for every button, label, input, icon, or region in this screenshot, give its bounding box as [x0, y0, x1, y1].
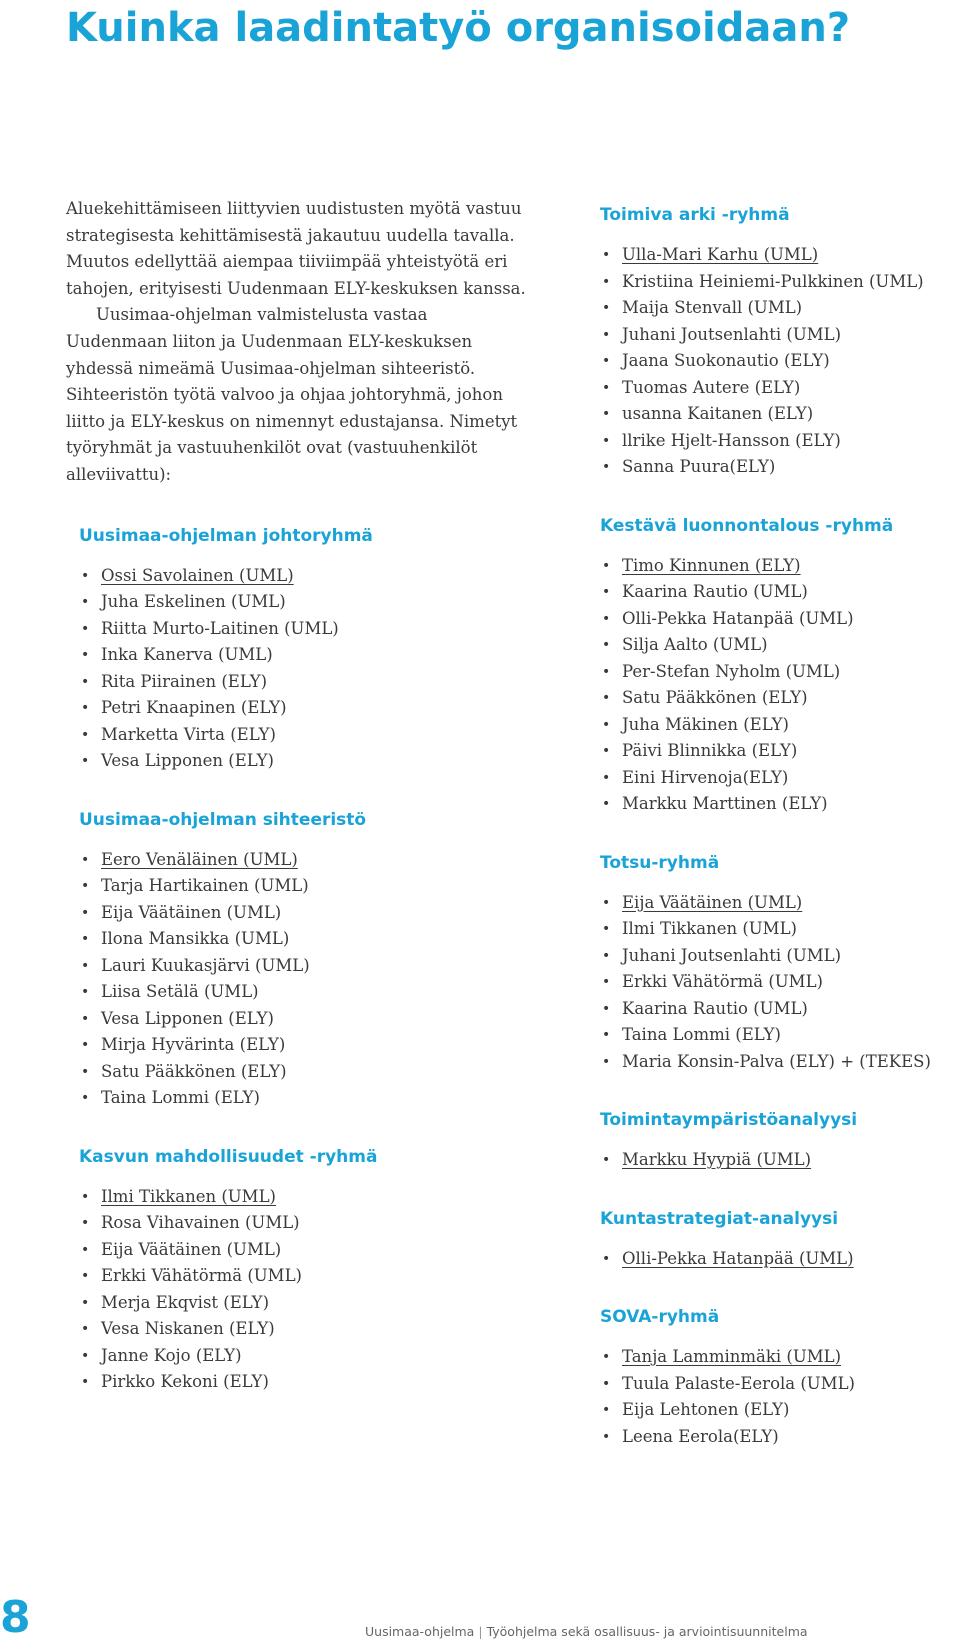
member-name: Leena Eerola(ELY)	[622, 1426, 779, 1446]
member-name: Juha Eskelinen (UML)	[101, 592, 286, 612]
member-item	[79, 616, 526, 643]
member-name: Juhani Joutsenlahti (UML)	[622, 945, 842, 965]
right-column	[600, 202, 960, 1450]
member-item-responsible	[79, 1184, 526, 1211]
member-name: Janne Kojo (ELY)	[101, 1345, 242, 1365]
member-item	[600, 322, 960, 349]
group-heading: Toimintaympäristöanalyysi	[600, 1110, 858, 1130]
page-footer	[365, 1624, 808, 1640]
member-item	[600, 738, 960, 765]
member-item	[600, 1424, 960, 1451]
member-item	[79, 926, 526, 953]
member-name: Tarja Hartikainen (UML)	[101, 876, 309, 896]
footer-subtitle: Työohjelma sekä osallisuus- ja arviointisuunnitelma	[486, 1624, 808, 1639]
member-name: Rita Piirainen (ELY)	[101, 671, 268, 691]
member-item-responsible	[600, 553, 960, 580]
member-name: Tuula Palaste-Eerola (UML)	[622, 1373, 855, 1393]
member-name: Petri Knaapinen (ELY)	[101, 698, 287, 718]
group-heading: Kestävä luonnontalous -ryhmä	[600, 515, 894, 536]
member-name: Erkki Vähätörmä (UML)	[101, 1266, 302, 1286]
member-item	[600, 295, 960, 322]
member-name: Ilmi Tikkanen (UML)	[622, 919, 797, 938]
member-item	[600, 916, 960, 943]
member-item	[79, 669, 526, 696]
member-item-responsible	[600, 242, 960, 269]
member-name: llrike Hjelt-Hansson (ELY)	[622, 430, 841, 450]
member-item	[79, 1369, 526, 1396]
member-item	[79, 1210, 526, 1237]
member-item-responsible	[79, 563, 526, 590]
member-name: Eija Väätäinen (UML)	[101, 1239, 282, 1259]
member-item	[79, 873, 526, 900]
intro-paragraph-1: Aluekehittämiseen liittyvien uudistusten myötä vastuu strategisesta kehittämisestä jakautuu uudella tavalla. Muutos edellyttää aiempaa tiiviimpää yhteistyötä eri tahojen, erityisesti Uudenmaan ELY-keskuksen kanssa.	[66, 199, 526, 298]
member-name: Markku Marttinen (ELY)	[622, 794, 828, 813]
member-item	[600, 1397, 960, 1424]
member-name: Olli-Pekka Hatanpää (UML)	[622, 1248, 854, 1268]
member-name: Maria Konsin-Palva (ELY) + (TEKES)	[622, 1051, 931, 1071]
member-item	[79, 1343, 526, 1370]
member-item-responsible	[79, 847, 526, 874]
footer-program: Uusimaa-ohjelma	[365, 1624, 475, 1639]
group-kuntastrategiat-analyysi	[600, 1206, 960, 1273]
page-number: 8	[0, 1592, 31, 1643]
member-name: Jaana Suokonautio (ELY)	[622, 351, 830, 370]
group-heading: Toimiva arki -ryhmä	[600, 205, 790, 225]
member-name: Pirkko Kekoni (ELY)	[101, 1372, 269, 1392]
left-column	[66, 196, 526, 1396]
member-list	[79, 847, 526, 1112]
member-item	[600, 765, 960, 792]
group-toimintaymparistoanalyysi	[600, 1107, 960, 1174]
intro-text	[66, 196, 526, 489]
member-item	[79, 1290, 526, 1317]
member-list	[600, 1246, 960, 1273]
member-item	[600, 791, 960, 818]
footer-separator: |	[478, 1624, 483, 1639]
member-name: Eini Hirvenoja(ELY)	[622, 767, 789, 787]
member-item	[600, 943, 960, 970]
member-item	[600, 1022, 960, 1049]
member-name: Timo Kinnunen (ELY)	[622, 555, 801, 575]
member-item	[79, 748, 526, 775]
member-name: Satu Pääkkönen (ELY)	[101, 1061, 287, 1081]
member-name: Juha Mäkinen (ELY)	[622, 714, 789, 734]
member-list	[79, 563, 526, 775]
member-name: Ilmi Tikkanen (UML)	[101, 1186, 276, 1206]
member-item	[600, 401, 960, 428]
member-item	[79, 1006, 526, 1033]
page-title: Kuinka laadintatyö organisoidaan?	[66, 5, 851, 51]
member-item	[600, 996, 960, 1023]
member-item	[600, 659, 960, 686]
member-item	[600, 269, 960, 296]
member-name: Inka Kanerva (UML)	[101, 645, 273, 665]
group-heading: Kuntastrategiat-analyysi	[600, 1208, 839, 1229]
member-name: Kristiina Heiniemi-Pulkkinen (UML)	[622, 271, 924, 291]
right-groups	[600, 202, 960, 1450]
group-totsu-ryhma	[600, 850, 960, 1076]
member-item	[79, 1085, 526, 1112]
member-list	[600, 242, 960, 481]
member-name: Juhani Joutsenlahti (UML)	[622, 324, 842, 344]
group-toimiva-arki-ryhma	[600, 202, 960, 481]
member-item	[600, 1049, 960, 1076]
member-item-responsible	[600, 890, 960, 917]
member-name: Kaarina Rautio (UML)	[622, 582, 808, 601]
member-item	[600, 454, 960, 481]
group-uusimaa-ohjelman-johtoryhma	[66, 523, 526, 775]
member-list	[600, 553, 960, 818]
member-name: Vesa Lipponen (ELY)	[101, 1008, 274, 1028]
member-name: Olli-Pekka Hatanpää (UML)	[622, 608, 854, 628]
member-item	[600, 969, 960, 996]
member-name: Merja Ekqvist (ELY)	[101, 1292, 270, 1312]
member-name: Eero Venäläinen (UML)	[101, 849, 298, 869]
member-item	[79, 1316, 526, 1343]
member-list	[600, 1344, 960, 1450]
member-name: Sanna Puura(ELY)	[622, 457, 776, 476]
member-name: Eija Väätäinen (UML)	[622, 892, 803, 912]
member-item	[79, 1237, 526, 1264]
member-item	[79, 589, 526, 616]
member-name: Mirja Hyvärinta (ELY)	[101, 1035, 286, 1055]
left-groups	[66, 523, 526, 1396]
member-name: Riitta Murto-Laitinen (UML)	[101, 618, 339, 638]
member-item	[600, 606, 960, 633]
member-item	[79, 1263, 526, 1290]
member-name: Liisa Setälä (UML)	[101, 982, 259, 1002]
member-item	[600, 712, 960, 739]
member-name: Päivi Blinnikka (ELY)	[622, 741, 798, 760]
member-item	[600, 348, 960, 375]
member-name: Markku Hyypiä (UML)	[622, 1150, 812, 1169]
member-name: Eija Lehtonen (ELY)	[622, 1400, 790, 1419]
member-name: Lauri Kuukasjärvi (UML)	[101, 955, 310, 975]
member-item	[79, 722, 526, 749]
member-name: Kaarina Rautio (UML)	[622, 998, 808, 1018]
member-item	[79, 953, 526, 980]
member-name: Ossi Savolainen (UML)	[101, 565, 294, 585]
member-item	[600, 579, 960, 606]
group-kestava-luonnontalous-ryhma	[600, 513, 960, 818]
intro-paragraph-2: Uusimaa-ohjelman valmistelusta vastaa Uudenmaan liiton ja Uudenmaan ELY-keskuksen yhdessä nimeämä Uusimaa-ohjelman sihteeristö. Sihteeristön työtä valvoo ja ohjaa johtoryhmä, johon liitto ja ELY-keskus on nimennyt edustajansa. Nimetyt työryhmät ja vastuuhenkilöt ovat (vastuuhenkilöt alleviivattu):	[66, 305, 518, 484]
member-name: Ulla-Mari Karhu (UML)	[622, 245, 819, 264]
member-name: usanna Kaitanen (ELY)	[622, 404, 814, 423]
member-name: Taina Lommi (ELY)	[101, 1088, 260, 1108]
member-name: Tuomas Autere (ELY)	[622, 377, 801, 397]
member-name: Marketta Virta (ELY)	[101, 724, 276, 744]
member-item	[600, 685, 960, 712]
member-name: Maija Stenvall (UML)	[622, 298, 803, 317]
member-item	[600, 1371, 960, 1398]
member-list	[600, 1147, 960, 1174]
member-name: Ilona Mansikka (UML)	[101, 929, 290, 949]
member-item	[79, 642, 526, 669]
member-item-responsible	[600, 1147, 960, 1174]
group-heading: Uusimaa-ohjelman sihteeristö	[79, 809, 367, 830]
member-name: Per-Stefan Nyholm (UML)	[622, 661, 841, 681]
member-item	[600, 428, 960, 455]
member-name: Silja Aalto (UML)	[622, 635, 768, 654]
member-item	[79, 1059, 526, 1086]
member-name: Eija Väätäinen (UML)	[101, 902, 282, 922]
member-name: Taina Lommi (ELY)	[622, 1025, 781, 1044]
member-name: Vesa Niskanen (ELY)	[101, 1319, 275, 1339]
member-name: Satu Pääkkönen (ELY)	[622, 688, 808, 707]
member-name: Tanja Lamminmäki (UML)	[622, 1347, 842, 1366]
group-heading: Kasvun mahdollisuudet -ryhmä	[79, 1146, 378, 1167]
member-list	[79, 1184, 526, 1396]
member-name: Rosa Vihavainen (UML)	[101, 1213, 300, 1233]
member-item	[600, 375, 960, 402]
member-item	[79, 1032, 526, 1059]
member-item	[79, 979, 526, 1006]
group-heading: Uusimaa-ohjelman johtoryhmä	[79, 525, 373, 546]
group-sova-ryhma	[600, 1304, 960, 1450]
member-item	[600, 632, 960, 659]
group-kasvun-mahdollisuudet-ryhma	[66, 1144, 526, 1396]
member-item	[79, 695, 526, 722]
group-heading: SOVA-ryhmä	[600, 1307, 720, 1327]
member-list	[600, 890, 960, 1076]
group-uusimaa-ohjelman-sihteeristo	[66, 807, 526, 1112]
member-item	[79, 900, 526, 927]
group-heading: Totsu-ryhmä	[600, 852, 720, 873]
member-name: Erkki Vähätörmä (UML)	[622, 972, 823, 991]
member-name: Vesa Lipponen (ELY)	[101, 751, 274, 771]
member-item-responsible	[600, 1246, 960, 1273]
member-item-responsible	[600, 1344, 960, 1371]
